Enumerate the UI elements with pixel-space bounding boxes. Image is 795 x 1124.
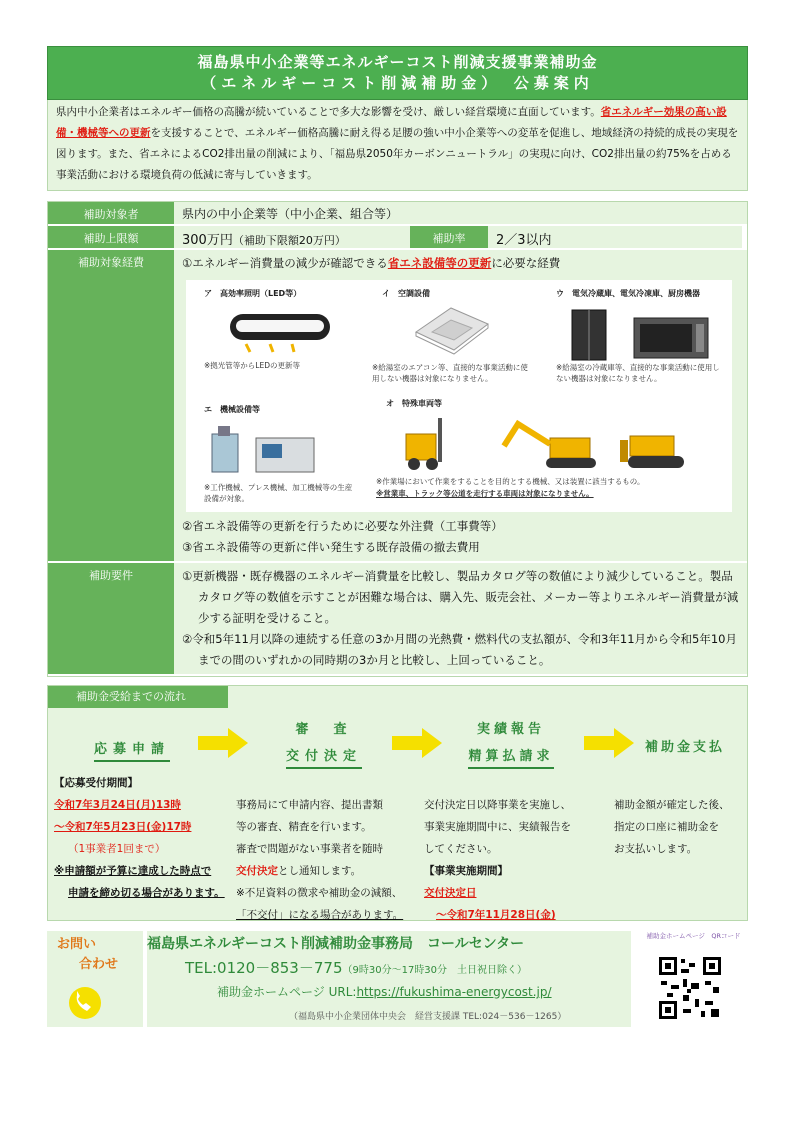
arrow-right-icon bbox=[392, 728, 442, 758]
req-value bbox=[174, 563, 747, 674]
report-text-3: してください。 bbox=[424, 843, 498, 855]
equip-e-note: ※工作機械、プレス機械、加工機械等の生産設備が対象。 bbox=[204, 483, 353, 503]
equip-i-title: イ 空調設備 bbox=[382, 289, 430, 298]
equip-a-title: ア 高効率照明（LED等） bbox=[204, 289, 302, 298]
step-apply-label: 応募申請 bbox=[94, 738, 170, 762]
equip-u-title: ウ 電気冷蔵庫、電気冷凍庫、厨房機器 bbox=[556, 289, 700, 298]
report-period-end: ～令和7年11月28日(金) bbox=[436, 909, 556, 921]
flow-col-payment bbox=[614, 794, 744, 860]
refrigerator-icon bbox=[566, 304, 716, 364]
expense-1-post: に必要な経費 bbox=[491, 256, 561, 270]
special-vehicle-icon bbox=[400, 416, 720, 472]
expense-1-pre: ①エネルギー消費量の減少が確認できる bbox=[182, 256, 388, 270]
step-claim-label: 精算払請求 bbox=[468, 745, 553, 769]
req-item-1: ①更新機器・既存機器のエネルギー消費量を比較し、製品カタログ等の数値により減少していること。製品カタログ等の数値を示すことが困難な場合は、購入先、販売会社、メーカー等よりエネルギー消費量が減少する証明を受けること。 bbox=[182, 569, 739, 625]
report-period-heading: 【事業実施期間】 bbox=[424, 865, 508, 877]
row-target bbox=[48, 202, 747, 226]
apply-period-start: 令和7年3月24日(月)13時 bbox=[54, 799, 181, 811]
expense-item-3: ③省エネ設備等の更新に伴い発生する既存設備の撤去費用 bbox=[182, 540, 480, 554]
apply-note-2: 申請を締め切る場合があります。 bbox=[68, 887, 225, 899]
equip-i-note: ※給湯室のエアコン等、直接的な事業活動に使用しない機器は対象になりません。 bbox=[372, 363, 528, 383]
review-note-2: 「不交付」になる場合があります。 bbox=[236, 909, 404, 921]
apply-limit: （1事業者1回まで） bbox=[68, 843, 166, 855]
intro-part1: 県内中小企業者はエネルギー価格の高騰が続いていることで多大な影響を受け、厳しい経営環境に直面しています。 bbox=[56, 106, 601, 118]
contact-url-label: 補助金ホームページ URL: bbox=[217, 985, 357, 999]
qr-code-icon[interactable] bbox=[657, 955, 723, 1021]
title-main: 福島県中小企業等エネルギーコスト削減支援事業補助金 bbox=[197, 53, 598, 71]
qr-caption: 補助金ホームページ QRコード bbox=[646, 932, 741, 940]
expense-1-highlight: 省エネ設備等の更新 bbox=[387, 256, 492, 270]
payment-text-3: お支払いします。 bbox=[614, 843, 698, 855]
expense-item-2: ②省エネ設備等の更新を行うために必要な外注費（工事費等） bbox=[182, 519, 503, 533]
contact-ask-2: 合わせ bbox=[79, 957, 119, 972]
homepage-link[interactable]: https://fukushima-energycost.jp/ bbox=[356, 985, 552, 999]
intro-highlight: 省エネルギー効果の高い設備・機械等への更新 bbox=[56, 106, 727, 139]
report-text-2: 事業実施期間中に、実績報告を bbox=[424, 821, 571, 833]
contact-tel[interactable]: TEL:0120－853－775 bbox=[185, 959, 343, 977]
flyer bbox=[47, 46, 748, 1027]
contact-left-panel bbox=[47, 931, 143, 1027]
equip-e-title: エ 機械設備等 bbox=[204, 405, 260, 414]
req-label: 補助要件 bbox=[48, 563, 174, 674]
title-sub: （エネルギーコスト削減補助金） 公募案内 bbox=[201, 74, 594, 92]
contact-url-line bbox=[217, 983, 552, 1000]
target-label: 補助対象者 bbox=[48, 202, 174, 224]
flow-section bbox=[47, 685, 748, 921]
arrow-right-icon bbox=[198, 728, 248, 758]
flow-tag: 補助金受給までの流れ bbox=[48, 686, 228, 708]
step-payment bbox=[620, 736, 750, 755]
step-review-label: 審 査 bbox=[295, 722, 353, 737]
step-report bbox=[436, 718, 586, 769]
review-note-1: ※不足資料の徴求や補助金の減額、 bbox=[236, 887, 403, 899]
review-text-3: 審査で問題がない事業者を随時 bbox=[236, 843, 383, 855]
equip-a-note: ※拠光管等からLEDの更新等 bbox=[204, 361, 300, 370]
phone-icon bbox=[65, 983, 105, 1021]
target-value: 県内の中小企業等（中小企業、組合等） bbox=[174, 202, 747, 224]
equip-u-note: ※給湯室の冷蔵庫等、直接的な事業活動に使用しない機器は対象になりません。 bbox=[556, 363, 720, 383]
intro-part2: を支援することで、エネルギー価格高騰に耐え得る足腰の強い中小企業等への変革を促進し、地域経済の持続的成長の実現を図ります。また、省エネによるCO2排出量の削減により、「福島県2050年カーボンニュートラル」の実現に向け、CO2排出量の約75%を占める事業活動における環境負荷の低減に寄与していきます。 bbox=[56, 127, 739, 181]
review-text-4: とし通知します。 bbox=[278, 865, 362, 877]
info-table bbox=[47, 201, 748, 677]
flow-col-review bbox=[236, 794, 420, 926]
limit-note: （補助下限額20万円） bbox=[232, 234, 346, 247]
apply-period-end: ～令和7年5月23日(金)17時 bbox=[54, 821, 192, 833]
equipment-illustrations bbox=[186, 280, 732, 512]
apply-period-heading: 【応募受付期間】 bbox=[54, 777, 138, 789]
row-requirements bbox=[48, 563, 747, 676]
rate-label: 補助率 bbox=[410, 226, 488, 248]
machine-tool-icon bbox=[208, 424, 318, 476]
flow-col-report bbox=[424, 794, 610, 926]
expense-label: 補助対象経費 bbox=[48, 250, 174, 561]
limit-value-cell bbox=[174, 226, 410, 248]
air-conditioner-icon bbox=[406, 302, 496, 362]
report-period-start: 交付決定日 bbox=[424, 887, 477, 899]
contact-tel-line bbox=[185, 957, 527, 978]
step-report-label: 実績報告 bbox=[476, 722, 545, 737]
qr-section bbox=[639, 931, 748, 1027]
payment-text-1: 補助金額が確定した後、 bbox=[614, 799, 730, 811]
step-decision-label: 交付決定 bbox=[286, 745, 362, 769]
payment-text-2: 指定の口座に補助金を bbox=[614, 821, 719, 833]
row-expense bbox=[48, 250, 747, 563]
expense-item-1 bbox=[182, 253, 741, 274]
title-banner bbox=[47, 46, 748, 100]
intro-text bbox=[47, 100, 748, 191]
contact-section bbox=[47, 931, 748, 1027]
limit-value: 300万円 bbox=[182, 233, 233, 248]
step-review bbox=[254, 718, 394, 769]
contact-hours: （9時30分～17時30分 土日祝日除く） bbox=[342, 965, 528, 976]
limit-label: 補助上限額 bbox=[48, 226, 174, 248]
expense-value bbox=[174, 250, 747, 561]
equip-o-note-2: ※営業車、トラック等公道を走行する車両は対象になりません。 bbox=[376, 489, 594, 498]
apply-note-1: ※申請額が予算に達成した時点で bbox=[54, 865, 212, 877]
report-text-1: 交付決定日以降事業を実施し、 bbox=[424, 799, 571, 811]
review-decision: 交付決定 bbox=[236, 865, 278, 877]
contact-main-panel bbox=[147, 931, 631, 1027]
contact-office: 福島県エネルギーコスト削減補助金事務局 コールセンター bbox=[147, 936, 525, 952]
review-text-1: 事務局にて申請内容、提出書類 bbox=[236, 799, 383, 811]
review-text-2: 等の審査、精査を行います。 bbox=[236, 821, 372, 833]
equip-o-title: オ 特殊車両等 bbox=[386, 399, 442, 408]
contact-ask bbox=[57, 935, 118, 975]
step-payment-label: 補助金支払 bbox=[644, 740, 725, 755]
equip-o-note-1: ※作業場において作業をすることを目的とする機械、又は装置に該当するもの。 bbox=[376, 477, 645, 486]
contact-ask-1: お問い bbox=[57, 937, 97, 952]
step-apply bbox=[62, 738, 202, 762]
rate-value: 2／3以内 bbox=[488, 226, 742, 248]
flow-col-apply bbox=[54, 772, 234, 904]
led-light-icon bbox=[226, 308, 336, 356]
row-limit bbox=[48, 226, 747, 250]
contact-org: （福島県中小企業団体中央会 経営支援課 TEL:024－536－1265） bbox=[289, 1012, 567, 1022]
req-item-2: ②令和5年11月以降の連続する任意の3か月間の光熱費・燃料代の支払額が、令和3年11月から令和5年10月までの間のいずれかの同時期の3か月と比較し、上回っていること。 bbox=[182, 632, 737, 667]
